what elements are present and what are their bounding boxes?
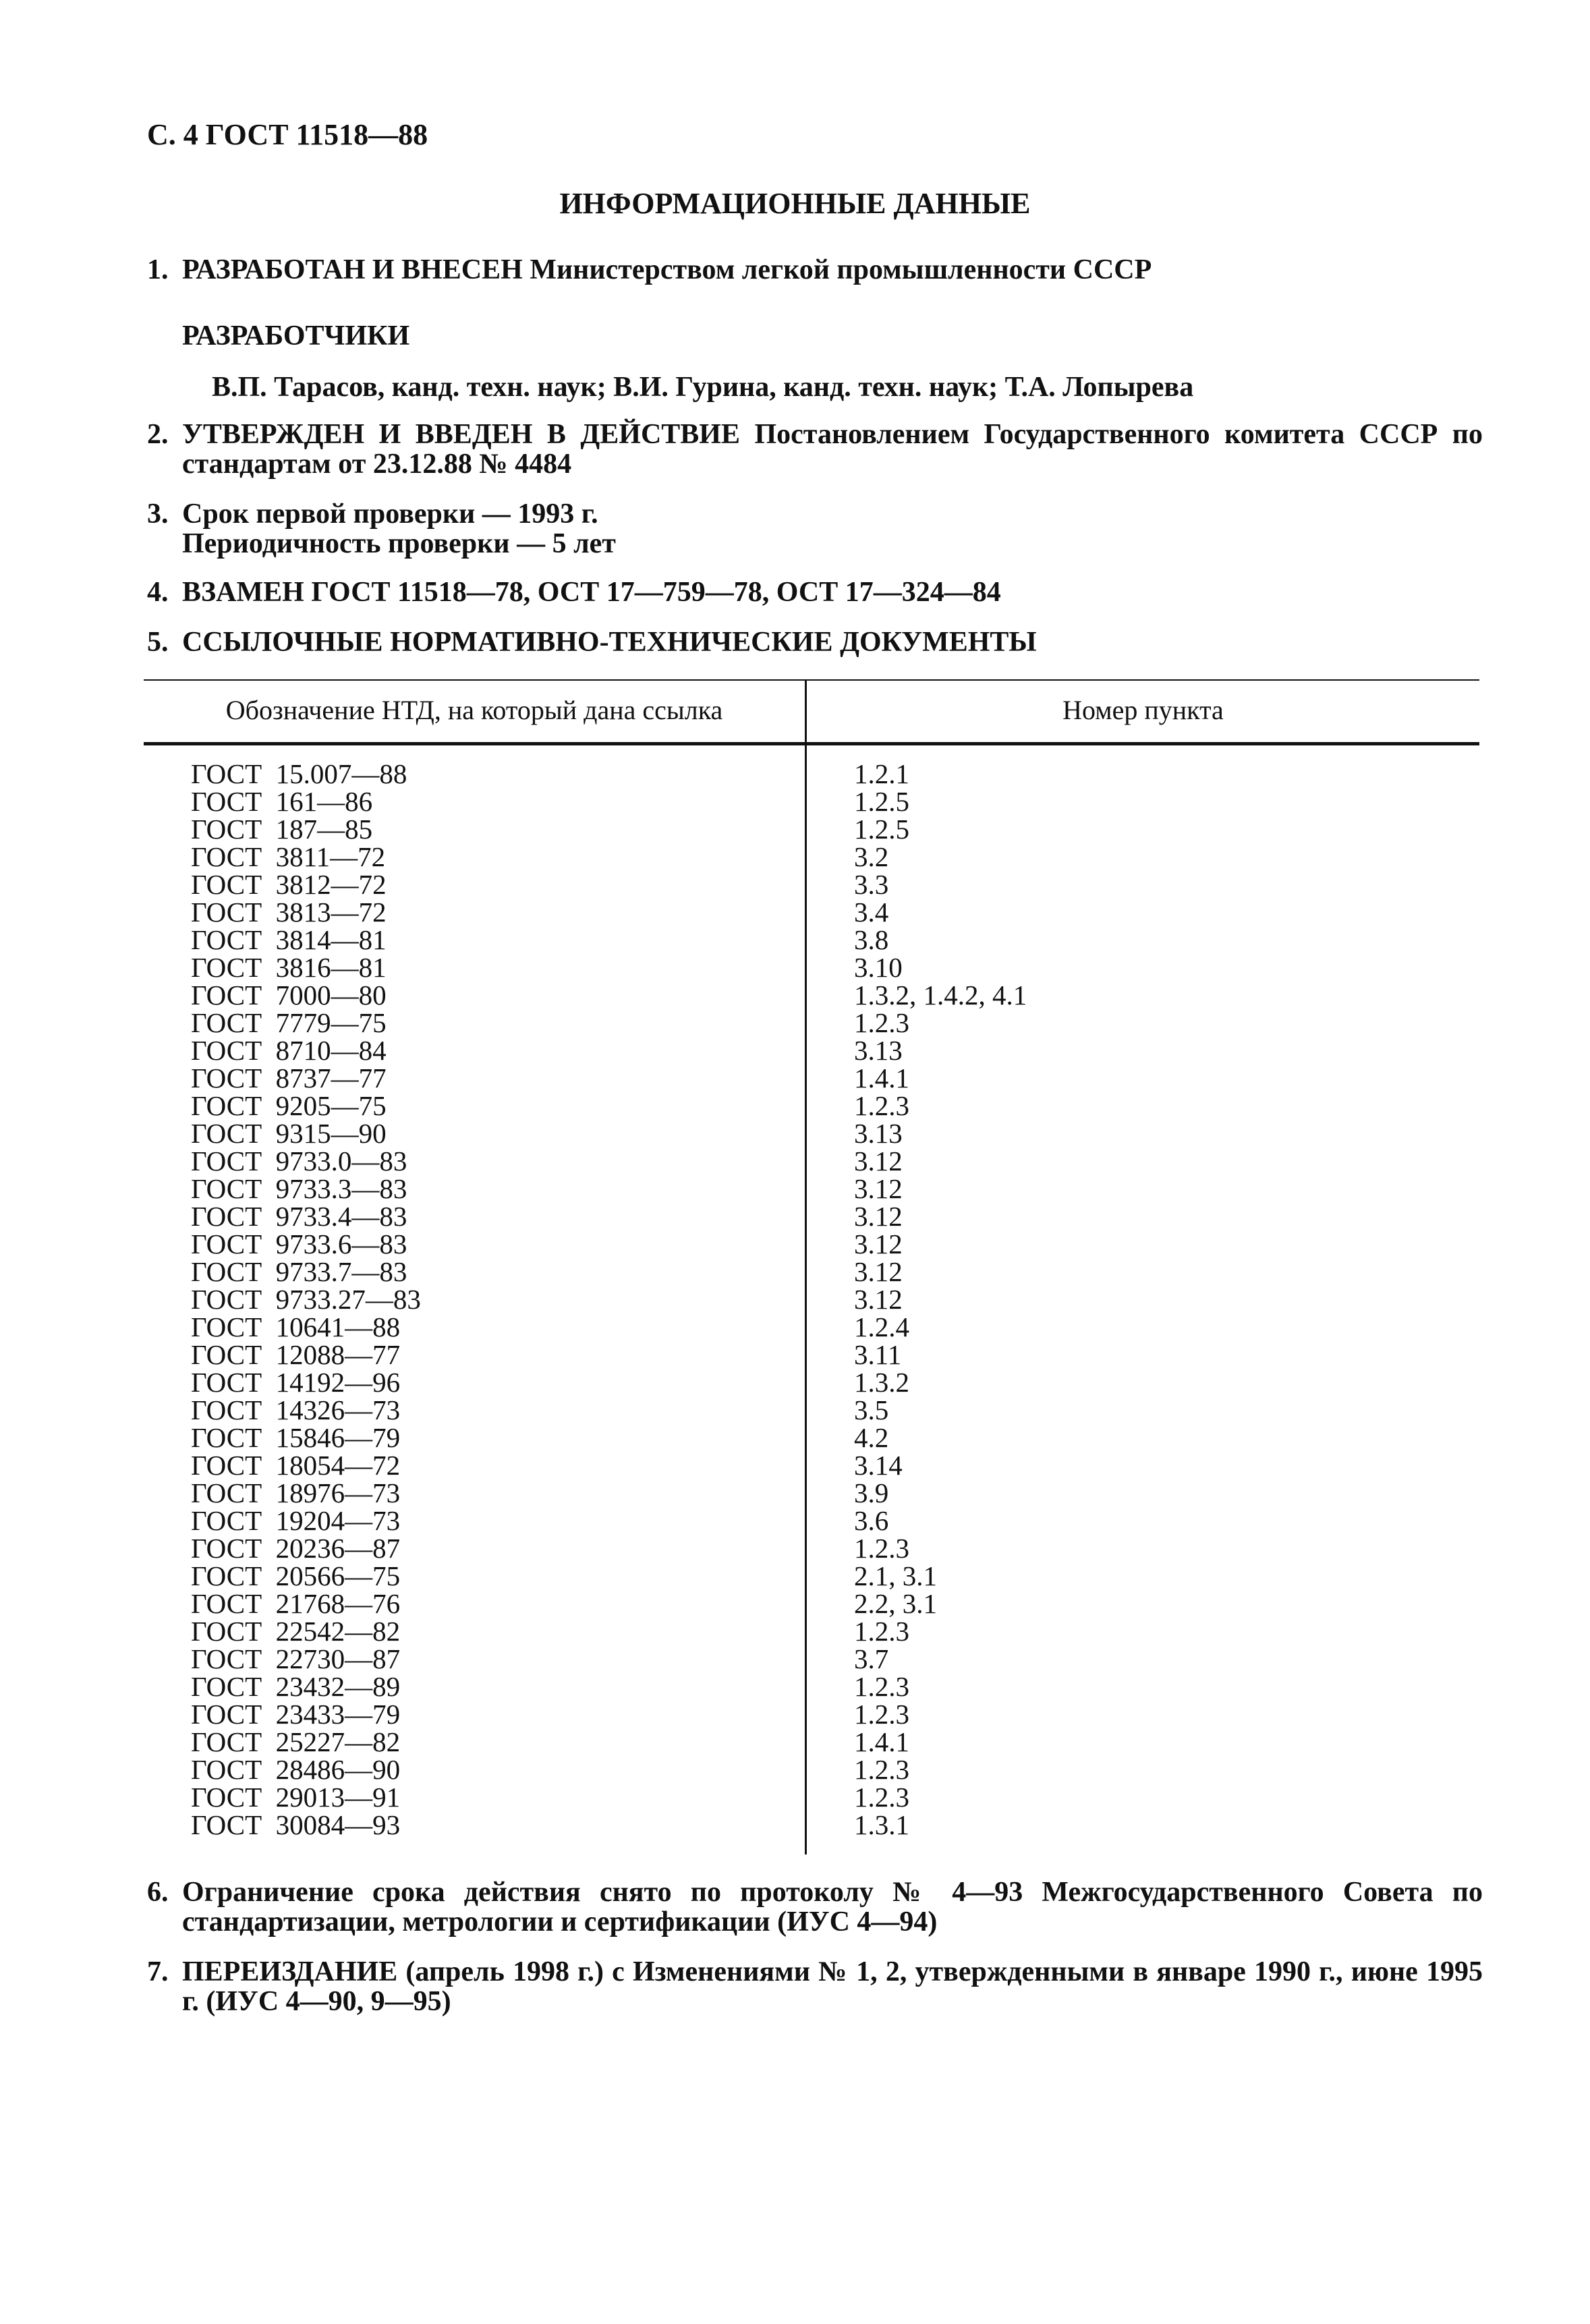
point-number: 1.4.1 [854, 1726, 909, 1757]
gost-reference: ГОСТ 3812—72 [191, 869, 387, 900]
point-number: 1.2.3 [854, 1782, 909, 1813]
point-number: 1.2.1 [854, 758, 909, 789]
table-row [144, 1092, 1479, 1120]
section-text: Министерством легкой промышленности СССР [530, 254, 1152, 285]
point-number: 1.2.5 [854, 814, 909, 845]
point-number: 3.12 [854, 1145, 903, 1177]
point-number: 1.3.2, 1.4.2, 4.1 [854, 980, 1027, 1011]
table-row [144, 1286, 1479, 1313]
gost-reference: ГОСТ 187—85 [191, 814, 373, 845]
gost-reference: ГОСТ 3813—72 [191, 897, 387, 928]
point-number: 1.2.5 [854, 786, 909, 817]
table-row [144, 1009, 1479, 1037]
table-row [144, 1811, 1479, 1839]
gost-reference: ГОСТ 9733.0—83 [191, 1145, 407, 1177]
section-2 [147, 420, 1483, 479]
reference-table [144, 679, 1479, 1854]
section-4 [147, 577, 1483, 607]
gost-reference: ГОСТ 25227—82 [191, 1726, 401, 1757]
table-row [144, 788, 1479, 816]
point-number: 3.12 [854, 1173, 903, 1204]
table-row [144, 1645, 1479, 1673]
column-header-point: Номер пункта [1062, 695, 1224, 725]
gost-reference: ГОСТ 8710—84 [191, 1035, 387, 1066]
section-lead: РАЗРАБОТАН И ВНЕСЕН [182, 254, 523, 285]
gost-reference: ГОСТ 7779—75 [191, 1007, 387, 1038]
table-row [144, 1258, 1479, 1286]
section-number: 5. [147, 627, 169, 658]
point-number: 3.2 [854, 841, 889, 872]
gost-reference: ГОСТ 14326—73 [191, 1394, 401, 1425]
table-row [144, 1313, 1479, 1341]
point-number: 3.10 [854, 952, 903, 983]
section-number: 3. [147, 499, 169, 530]
table-header-rule [144, 742, 1479, 745]
section-number: 4. [147, 577, 169, 608]
table-row [144, 1147, 1479, 1175]
gost-reference: ГОСТ 20566—75 [191, 1560, 401, 1591]
table-row [144, 1562, 1479, 1590]
section-number: 6. [147, 1877, 169, 1908]
gost-reference: ГОСТ 3816—81 [191, 952, 387, 983]
gost-reference: ГОСТ 9733.3—83 [191, 1173, 407, 1204]
page-header: С. 4 ГОСТ 11518—88 [147, 118, 428, 151]
section-number: 1. [147, 254, 169, 285]
gost-reference: ГОСТ 15846—79 [191, 1422, 401, 1453]
gost-reference: ГОСТ 12088—77 [191, 1339, 401, 1370]
section-text: ПЕРЕИЗДАНИЕ (апрель 1998 г.) с Изменениями № 1, 2, утвержденными в январе 1990 г., июне 1995 г. (ИУС 4—90, 9—95) [182, 1956, 1483, 2017]
point-number: 1.4.1 [854, 1062, 909, 1094]
point-number: 3.4 [854, 897, 889, 928]
point-number: 3.13 [854, 1035, 903, 1066]
point-number: 3.14 [854, 1450, 903, 1481]
gost-reference: ГОСТ 9733.7—83 [191, 1256, 407, 1287]
gost-reference: ГОСТ 21768—76 [191, 1588, 401, 1619]
table-row [144, 1673, 1479, 1701]
point-number: 1.2.3 [854, 1699, 909, 1730]
point-number: 3.9 [854, 1477, 889, 1508]
table-row [144, 760, 1479, 788]
point-number: 3.3 [854, 869, 889, 900]
document-title: ИНФОРМАЦИОННЫЕ ДАННЫЕ [559, 187, 1031, 220]
point-number: 1.2.3 [854, 1754, 909, 1785]
table-row [144, 926, 1479, 954]
table-row [144, 1369, 1479, 1396]
table-row [144, 1341, 1479, 1369]
gost-reference: ГОСТ 23432—89 [191, 1671, 401, 1702]
gost-reference: ГОСТ 18976—73 [191, 1477, 401, 1508]
gost-reference: ГОСТ 161—86 [191, 786, 373, 817]
table-row [144, 1728, 1479, 1756]
gost-reference: ГОСТ 9733.27—83 [191, 1284, 421, 1315]
table-row [144, 1175, 1479, 1203]
table-row [144, 1535, 1479, 1562]
table-row [144, 816, 1479, 843]
gost-reference: ГОСТ 3814—81 [191, 924, 387, 955]
section-5 [147, 627, 1483, 657]
gost-reference: ГОСТ 9205—75 [191, 1090, 387, 1121]
point-number: 3.12 [854, 1284, 903, 1315]
point-number: 1.2.3 [854, 1671, 909, 1702]
section-number: 2. [147, 419, 169, 450]
check-first: Срок первой проверки — 1993 г. [182, 499, 598, 530]
point-number: 3.11 [854, 1339, 902, 1370]
table-row [144, 1479, 1479, 1507]
gost-reference: ГОСТ 23433—79 [191, 1699, 401, 1730]
section-text: Ограничение срока действия снято по протоколу № 4—93 Межгосударственного Совета по стандартизации, метрологии и сертификации (ИУС 4—94) [182, 1877, 1483, 1937]
table-rows [144, 760, 1479, 1839]
point-number: 1.3.1 [854, 1809, 909, 1840]
section-text: Постановлением Государственного комитета СССР по стандартам от 23.12.88 № 4484 [182, 419, 1483, 480]
point-number: 3.6 [854, 1505, 889, 1536]
section-7 [147, 1957, 1483, 2016]
point-number: 1.2.4 [854, 1311, 909, 1342]
table-row [144, 1203, 1479, 1230]
point-number: 1.2.3 [854, 1007, 909, 1038]
gost-reference: ГОСТ 22542—82 [191, 1616, 401, 1647]
point-number: 3.13 [854, 1118, 903, 1149]
gost-reference: ГОСТ 3811—72 [191, 841, 386, 872]
column-header-designation: Обозначение НТД, на который дана ссылка [225, 695, 723, 725]
table-row [144, 1784, 1479, 1811]
table-row [144, 1037, 1479, 1065]
point-number: 3.7 [854, 1643, 889, 1674]
point-number: 2.1, 3.1 [854, 1560, 937, 1591]
section-6 [147, 1877, 1483, 1937]
section-text: ВЗАМЕН ГОСТ 11518—78, ОСТ 17—759—78, ОСТ 17—324—84 [182, 577, 1001, 608]
gost-reference: ГОСТ 14192—96 [191, 1367, 401, 1398]
developers-label: РАЗРАБОТЧИКИ [182, 320, 410, 351]
gost-reference: ГОСТ 29013—91 [191, 1782, 401, 1813]
table-row [144, 1590, 1479, 1618]
point-number: 1.2.3 [854, 1533, 909, 1564]
table-row [144, 1424, 1479, 1452]
table-row [144, 1507, 1479, 1535]
point-number: 3.5 [854, 1394, 889, 1425]
table-row [144, 1756, 1479, 1784]
table-row [144, 1120, 1479, 1147]
check-period: Периодичность проверки — 5 лет [182, 528, 616, 559]
point-number: 3.8 [854, 924, 889, 955]
table-row [144, 1618, 1479, 1645]
table-top-rule [144, 679, 1479, 681]
point-number: 1.3.2 [854, 1367, 909, 1398]
developers-list: В.П. Тарасов, канд. техн. наук; В.И. Гурина, канд. техн. наук; Т.А. Лопырева [212, 372, 1194, 403]
table-row [144, 1230, 1479, 1258]
section-1 [147, 255, 1483, 285]
gost-reference: ГОСТ 28486—90 [191, 1754, 401, 1785]
table-row [144, 1396, 1479, 1424]
gost-reference: ГОСТ 19204—73 [191, 1505, 401, 1536]
table-row [144, 954, 1479, 982]
point-number: 3.12 [854, 1201, 903, 1232]
table-row [144, 1062, 1479, 1094]
gost-reference: ГОСТ 22730—87 [191, 1643, 401, 1674]
point-number: 4.2 [854, 1422, 889, 1453]
table-row [144, 982, 1479, 1009]
gost-reference: ГОСТ 7000—80 [191, 980, 387, 1011]
gost-reference: ГОСТ 9315—90 [191, 1118, 387, 1149]
table-row [144, 843, 1479, 871]
gost-reference: ГОСТ 15.007—88 [191, 758, 407, 789]
gost-reference: ГОСТ 8737—77 [191, 1062, 387, 1094]
table-row [144, 1452, 1479, 1479]
gost-reference: ГОСТ 20236—87 [191, 1533, 401, 1564]
point-number: 1.2.3 [854, 1616, 909, 1647]
table-row [144, 1701, 1479, 1728]
table-row [144, 899, 1479, 926]
gost-reference: ГОСТ 9733.6—83 [191, 1228, 407, 1259]
section-lead: УТВЕРЖДЕН И ВВЕДЕН В ДЕЙСТВИЕ [182, 419, 740, 450]
table-row [144, 871, 1479, 899]
gost-reference: ГОСТ 18054—72 [191, 1450, 401, 1481]
section-number: 7. [147, 1956, 169, 1987]
gost-reference: ГОСТ 9733.4—83 [191, 1201, 407, 1232]
point-number: 2.2, 3.1 [854, 1588, 937, 1619]
point-number: 3.12 [854, 1228, 903, 1259]
gost-reference: ГОСТ 30084—93 [191, 1809, 401, 1840]
point-number: 1.2.3 [854, 1090, 909, 1121]
point-number: 3.12 [854, 1256, 903, 1287]
section-text: ССЫЛОЧНЫЕ НОРМАТИВНО-ТЕХНИЧЕСКИЕ ДОКУМЕНТЫ [182, 627, 1037, 658]
section-3 [147, 499, 1483, 559]
gost-reference: ГОСТ 10641—88 [191, 1311, 401, 1342]
